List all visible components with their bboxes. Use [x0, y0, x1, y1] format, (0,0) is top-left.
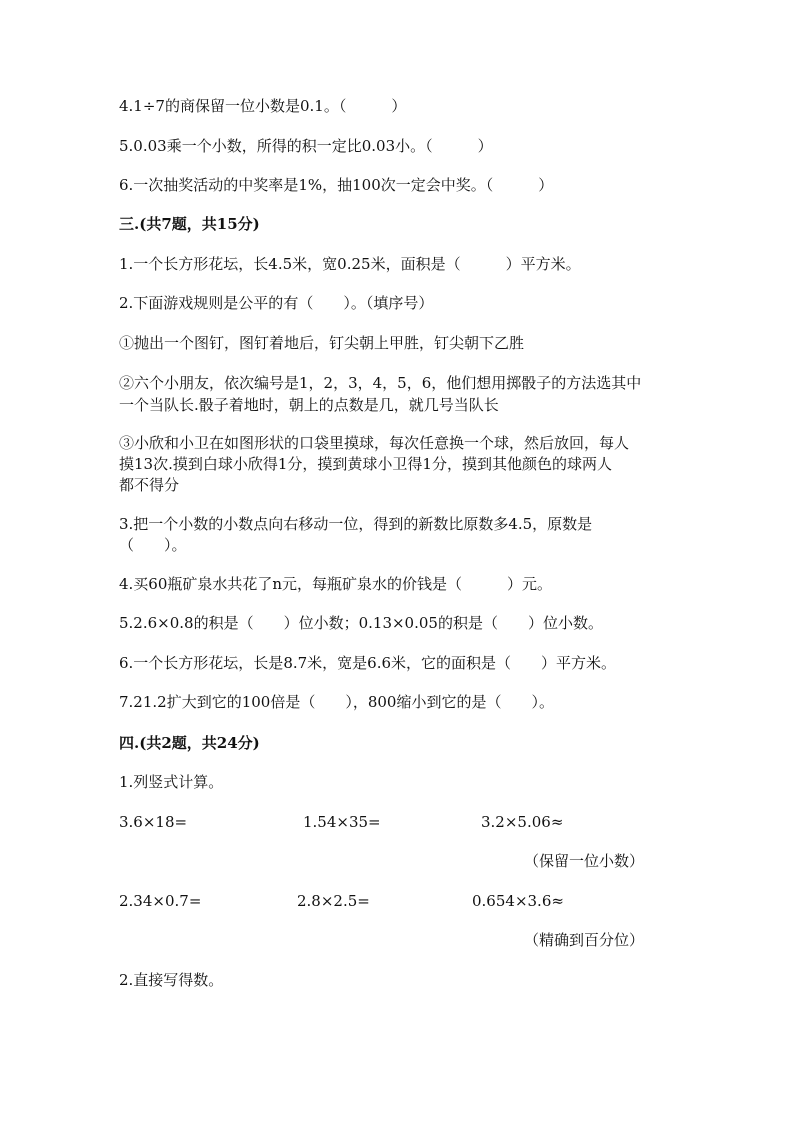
calc-item: 2.34×0.7=: [119, 892, 202, 910]
tf-question-5: 5.0.03乘一个小数，所得的积一定比0.03小。（ ）: [119, 137, 493, 155]
q2-option-2-line-1: ②六个小朋友，依次编号是1，2，3，4，5，6，他们想用掷骰子的方法选其中: [119, 374, 642, 392]
fill-question-2: 2.下面游戏规则是公平的有（ ）。（填序号）: [119, 294, 434, 312]
calc-question-1: 1.列竖式计算。: [119, 773, 224, 791]
fill-question-3-line-2: （ ）。: [119, 536, 187, 554]
q2-option-3-line-1: ③小欣和小卫在如图形状的口袋里摸球，每次任意换一个球，然后放回，每人: [119, 434, 630, 452]
q2-option-2-line-2: 一个当队长.骰子着地时，朝上的点数是几，就几号当队长: [119, 396, 499, 414]
fill-question-1: 1.一个长方形花坛，长4.5米，宽0.25米，面积是（ ）平方米。: [119, 255, 581, 273]
calc-item: 0.654×3.6≈: [472, 892, 564, 910]
calc-note: （精确到百分位）: [524, 931, 645, 949]
tf-question-4: 4.1÷7的商保留一位小数是0.1。（ ）: [119, 97, 407, 115]
q2-option-3-line-2: 摸13次.摸到白球小欣得1分，摸到黄球小卫得1分，摸到其他颜色的球两人: [119, 455, 612, 473]
section-3-heading: 三.(共7题，共15分): [119, 215, 260, 233]
calc-item: 3.6×18=: [119, 813, 188, 831]
fill-question-7: 7.21.2扩大到它的100倍是（ ），800缩小到它的是（ ）。: [119, 693, 554, 711]
calc-question-2: 2.直接写得数。: [119, 971, 224, 989]
q2-option-1: ①抛出一个图钉，图钉着地后，钉尖朝上甲胜，钉尖朝下乙胜: [119, 334, 525, 352]
tf-question-6: 6.一次抽奖活动的中奖率是1%，抽100次一定会中奖。（ ）: [119, 176, 554, 194]
q2-option-3-line-3: 都不得分: [119, 476, 180, 494]
calc-item: 2.8×2.5=: [297, 892, 370, 910]
fill-question-6: 6.一个长方形花坛，长是8.7米，宽是6.6米，它的面积是（ ）平方米。: [119, 654, 617, 672]
fill-question-3-line-1: 3.把一个小数的小数点向右移动一位，得到的新数比原数多4.5，原数是: [119, 515, 593, 533]
fill-question-4: 4.买60瓶矿泉水共花了n元，每瓶矿泉水的价钱是（ ）元。: [119, 575, 553, 593]
calc-item: 3.2×5.06≈: [481, 813, 564, 831]
section-4-heading: 四.(共2题，共24分): [119, 734, 260, 752]
calc-note: （保留一位小数）: [524, 852, 645, 870]
fill-question-5: 5.2.6×0.8的积是（ ）位小数；0.13×0.05的积是（ ）位小数。: [119, 614, 603, 632]
calc-item: 1.54×35=: [303, 813, 381, 831]
